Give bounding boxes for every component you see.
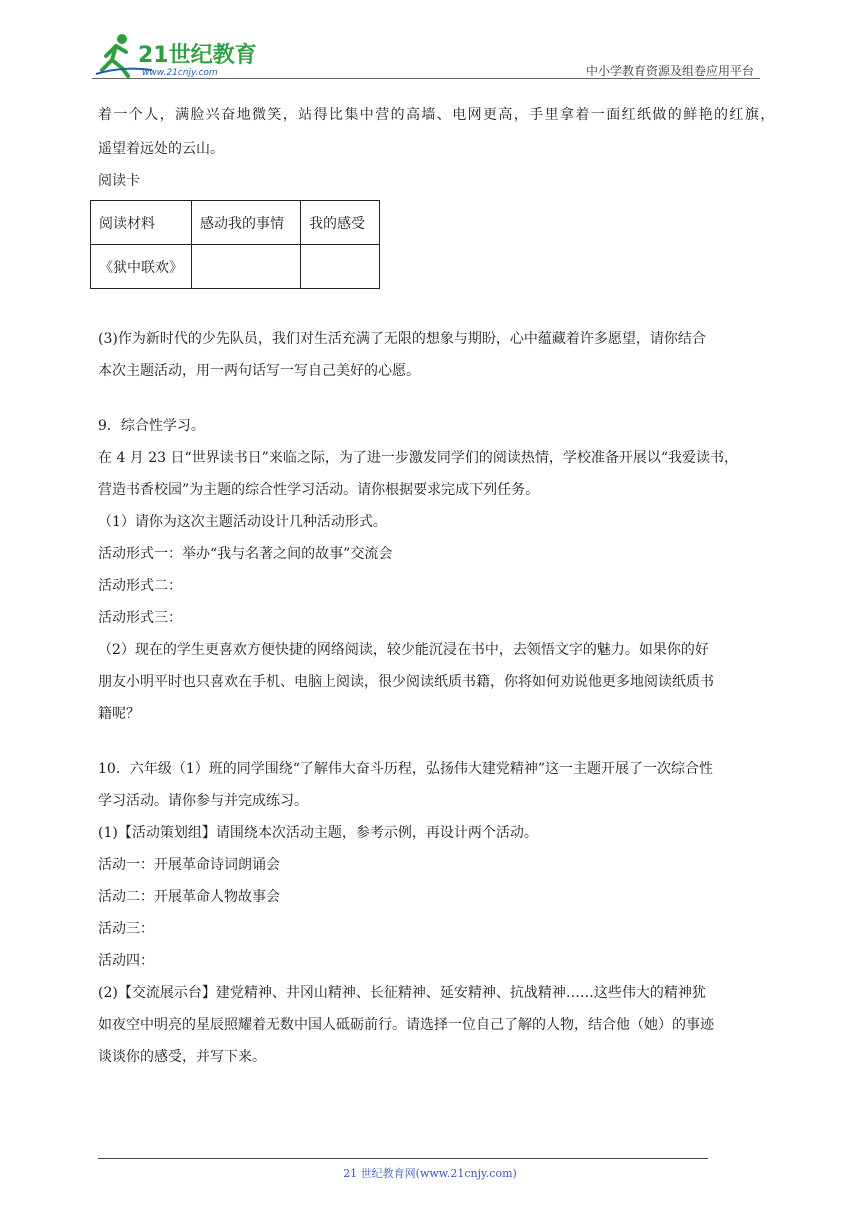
footer-link[interactable]: 21 世纪教育网(www.21cnjy.com) (343, 1167, 517, 1180)
table-row (91, 245, 380, 289)
table-header-cell: 我的感受 (301, 201, 380, 245)
q9-line-1: 在 4 月 23 日“世界读书日”来临之际，为了进一步激发同学们的阅读热情，学校准备开展以“我爱读书， (98, 450, 738, 466)
q9-line-2: 营造书香校园”为主题的综合性学习活动。请你根据要求完成下列任务。 (98, 482, 540, 498)
q10-2-line-2: 如夜空中明亮的星辰照耀着无数中国人砥砺前行。请选择一位自己了解的人物，结合他（她）的事迹 (98, 1017, 714, 1033)
intro-line-2: 遥望着远处的云山。 (98, 141, 224, 157)
q9-form-2: 活动形式二： (98, 578, 182, 594)
table-header-cell: 感动我的事情 (192, 201, 301, 245)
q10-activity-2: 活动二：开展革命人物故事会 (98, 889, 280, 905)
q8-3-line-1: (3)作为新时代的少先队员，我们对生活充满了无限的想象与期盼，心中蕴藏着许多愿望，请你结合 (98, 331, 706, 347)
table-cell-blank[interactable] (301, 245, 380, 289)
intro-line-1: 着一个人，满脸兴奋地微笑，站得比集中营的高墙、电网更高，手里拿着一面红纸做的鲜艳的红旗， (98, 107, 776, 123)
table-cell: 《狱中联欢》 (91, 245, 192, 289)
logo-title: 21世纪教育 (138, 43, 257, 68)
reading-card-table (90, 200, 380, 289)
q10-activity-3: 活动三： (98, 921, 154, 937)
q10-line-2: 学习活动。请你参与并完成练习。 (98, 793, 308, 809)
q10-activity-1: 活动一：开展革命诗词朗诵会 (98, 857, 280, 873)
q9-form-1: 活动形式一：举办“我与名著之间的故事”交流会 (98, 546, 393, 562)
table-cell-blank[interactable] (192, 245, 301, 289)
table-header-cell: 阅读材料 (91, 201, 192, 245)
q9-form-3: 活动形式三： (98, 610, 182, 626)
logo-url: www.21cnjy.com (142, 68, 218, 78)
q10-2-line-3: 谈谈你的感受，并写下来。 (98, 1049, 266, 1065)
footer-divider (98, 1158, 708, 1159)
document-body (98, 98, 776, 1073)
q8-3-line-2: 本次主题活动，用一两句话写一写自己美好的心愿。 (98, 363, 420, 379)
q10-1: (1)【活动策划组】请围绕本次活动主题，参考示例，再设计两个活动。 (98, 825, 538, 841)
q9-2-line-3: 籍呢？ (98, 706, 140, 722)
page-header (92, 30, 762, 80)
q10-2-line-1: (2)【交流展示台】建党精神、井冈山精神、长征精神、延安精神、抗战精神……这些伟大的精神犹 (98, 985, 706, 1001)
q9-2-line-1: （2）现在的学生更喜欢方便快捷的网络阅读，较少能沉浸在书中，去领悟文字的魅力。如果你的好 (98, 642, 709, 658)
header-platform-text: 中小学教育资源及组卷应用平台 (585, 64, 754, 78)
q9-2-line-2: 朋友小明平时也只喜欢在手机、电脑上阅读，很少阅读纸质书籍，你将如何劝说他更多地阅读纸质书 (98, 674, 714, 690)
q10-line-1: 10．六年级（1）班的同学围绕“了解伟大奋斗历程，弘扬伟大建党精神”这一主题开展了一次综合性 (98, 761, 714, 777)
table-header-row (91, 201, 380, 245)
q10-activity-4: 活动四： (98, 953, 154, 969)
q9-title: 9．综合性学习。 (98, 418, 205, 434)
reading-card-title: 阅读卡 (98, 173, 140, 189)
q9-1: （1）请你为这次主题活动设计几种活动形式。 (98, 514, 387, 530)
logo (92, 30, 262, 78)
header-divider (92, 78, 760, 79)
